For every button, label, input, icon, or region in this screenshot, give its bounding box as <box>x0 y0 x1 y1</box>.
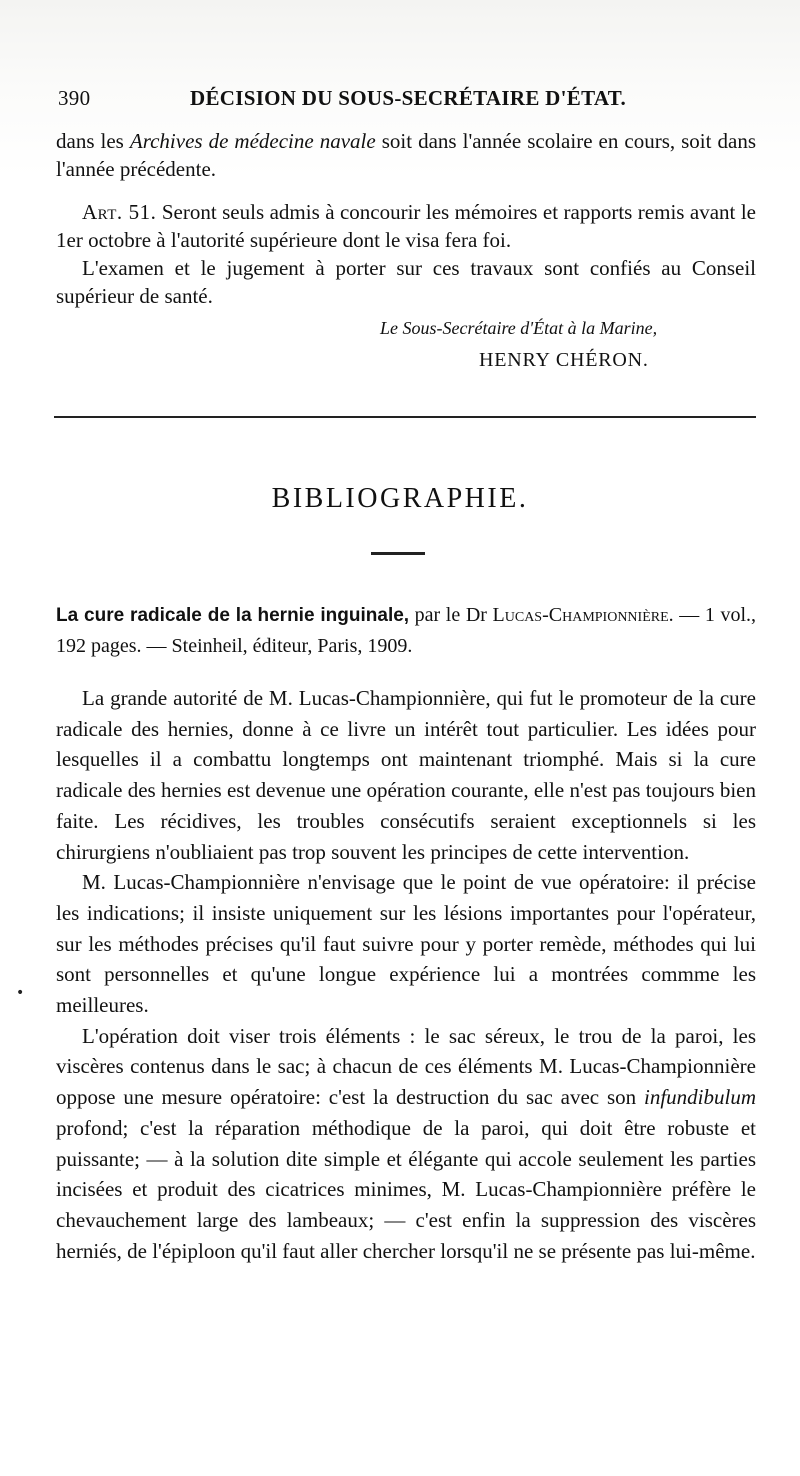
author-name: Lucas-Championnière. <box>492 604 674 626</box>
body-paragraph-2: M. Lucas-Championnière n'envisage que le point de vue opératoire: il précise les indications; il insiste uniquement sur les lésions importantes pour l'opérateur, sur les méthodes précises qu'il faut suivre pour y porter remède, méthodes qui lui sont personnelles et qu'une longue expérience lui a montrées commme les meilleures. <box>56 870 756 1018</box>
author-prefix: par le Dr <box>409 604 493 626</box>
continuation-paragraph <box>56 127 756 183</box>
article-label: Art. 51. <box>82 200 157 224</box>
review-heading <box>56 600 756 661</box>
signature-name: HENRY CHÉRON. <box>479 349 649 371</box>
book-title: La cure radicale de la hernie inguinale, <box>56 605 410 626</box>
body-paragraph-3-post: profond; c'est la réparation méthodique de la paroi, qui doit être robuste et puissante; — à la solution dite simple et élégante qui accole seulement les parties incisées et produit des cicatrices minimes, M. Lucas-Championnière préfère le chevauchement large des lambeaux; — c'est enfin la suppression des viscères herniés, de l'épiploon qu'il faut aller chercher lorsqu'il ne se présente pas lui-même. <box>56 1115 756 1263</box>
body-paragraph-1: La grande autorité de M. Lucas-Championnière, qui fut le promoteur de la cure radicale des hernies, donne à ce livre un intérêt tout particulier. Les idées pour lesquelles il a combattu longtemps ont maintenant triomphé. Mais si la cure radicale des hernies est devenue une opération courante, elle n'est pas toujours bien faite. Les récidives, les troubles consécutifs seraient exceptionnels si les chirurgiens n'oubliaient pas trop souvent les principes de cette intervention. <box>56 686 756 864</box>
article-block <box>56 198 756 310</box>
title-underline <box>371 552 425 555</box>
signature-title: Le Sous-Secrétaire d'État à la Marine, <box>380 318 658 338</box>
section-divider <box>54 416 756 418</box>
emphasized-term: infundibulum <box>643 1085 756 1110</box>
continuation-post: soit dans l'année scolaire en cours, soit dans l'année précédente. <box>56 129 756 181</box>
body-paragraph-3 <box>56 1021 756 1267</box>
page-number: 390 <box>58 86 91 110</box>
review-body <box>56 683 756 1266</box>
running-title: DÉCISION DU SOUS-SECRÉTAIRE D'ÉTAT. <box>190 86 627 110</box>
article-paragraph-2: L'examen et le jugement à porter sur ces travaux sont confiés au Conseil supérieur de santé. <box>56 256 756 308</box>
continuation-pre: dans les <box>56 129 130 153</box>
journal-name: Archives de médecine navale <box>129 129 376 153</box>
section-title: BIBLIOGRAPHIE. <box>271 483 529 514</box>
body-paragraph-3-pre: L'opération doit viser trois éléments : le sac séreux, le trou de la paroi, les viscères contenus dans le sac; à chacun de ces éléments M. Lucas-Championnière oppose une mesure opératoire: c'est la destruction du sac avec son <box>56 1023 756 1110</box>
margin-dot: • <box>16 985 25 1001</box>
page-header <box>56 80 756 114</box>
book-details: — 1 vol., 192 pages. — Steinheil, éditeur, Paris, 1909. <box>56 604 756 657</box>
article-text: Seront seuls admis à concourir les mémoires et rapports remis avant le 1er octobre à l'autorité supérieure dont le visa fera foi. <box>56 200 756 252</box>
